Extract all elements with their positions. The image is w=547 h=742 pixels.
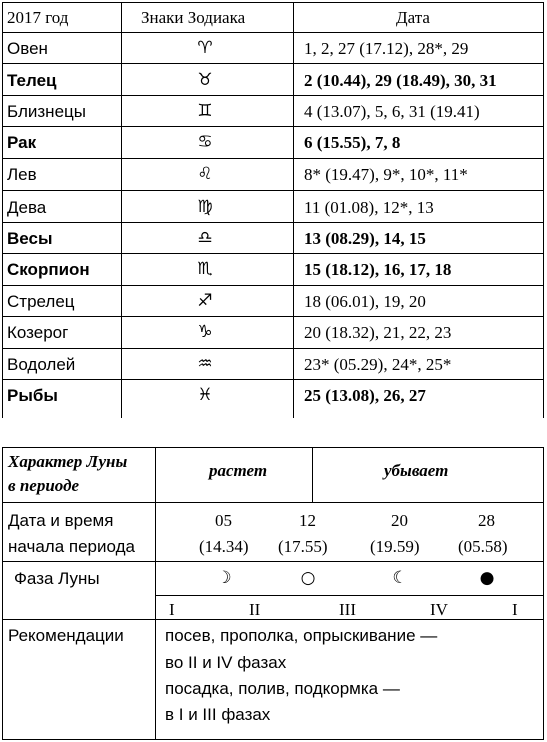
scorpio-icon: ♏ xyxy=(197,259,213,279)
sign-name: Лев xyxy=(7,165,37,184)
phase-numeral: I xyxy=(169,600,175,619)
divider xyxy=(2,561,543,562)
date-label-line2: начала периода xyxy=(8,537,135,556)
cancer-icon: ♋ xyxy=(197,132,213,152)
sign-name: Стрелец xyxy=(7,292,75,311)
sign-name: Овен xyxy=(7,39,48,58)
sign-name: Весы xyxy=(7,229,53,248)
sign-name: Скорпион xyxy=(7,260,90,279)
sign-dates: 1, 2, 27 (17.12), 28*, 29 xyxy=(304,39,469,58)
sign-name: Телец xyxy=(7,71,57,90)
phase-label: Фаза Луны xyxy=(14,569,100,588)
phase-numeral: IV xyxy=(430,600,448,619)
recommendation-line: во II и IV фазах xyxy=(165,653,287,672)
recommendation-line: посев, прополка, опрыскивание — xyxy=(165,626,438,645)
aries-icon: ♈ xyxy=(197,38,213,58)
sign-dates: 18 (06.01), 19, 20 xyxy=(304,292,426,311)
moon-waning: убывает xyxy=(384,461,449,480)
divider xyxy=(155,447,156,740)
sagittarius-icon: ♐ xyxy=(197,291,213,311)
divider xyxy=(2,285,543,286)
divider xyxy=(2,2,3,418)
divider xyxy=(2,447,3,740)
sign-name: Рыбы xyxy=(7,386,58,405)
header-year: 2017 год xyxy=(7,8,69,27)
divider xyxy=(2,253,543,254)
sign-dates: 25 (13.08), 26, 27 xyxy=(304,386,426,405)
sign-name: Козерог xyxy=(7,323,69,342)
divider xyxy=(2,379,543,380)
divider xyxy=(2,502,543,503)
recommendation-line: посадка, полив, подкормка — xyxy=(165,679,400,698)
capricorn-icon: ♑ xyxy=(197,322,213,342)
date-label: Дата и время xyxy=(8,511,114,530)
divider xyxy=(2,190,543,191)
divider xyxy=(2,447,543,448)
sign-dates: 6 (15.55), 7, 8 xyxy=(304,133,401,152)
phase-numeral: III xyxy=(339,600,356,619)
divider xyxy=(155,595,543,596)
new-moon-icon: ● xyxy=(479,568,495,588)
sign-name: Близнецы xyxy=(7,102,86,121)
moon-growing: растет xyxy=(209,461,268,480)
sign-dates: 13 (08.29), 14, 15 xyxy=(304,229,426,248)
pisces-icon: ♓ xyxy=(197,385,213,405)
recommendation-line: в I и III фазах xyxy=(165,705,271,724)
phase-numeral: I xyxy=(512,600,518,619)
period-day: 28 xyxy=(478,511,495,530)
moon-character-label: Характер Луны xyxy=(8,452,128,471)
divider xyxy=(2,95,543,96)
waxing-crescent-icon: ☽ xyxy=(216,568,232,588)
sign-name: Дева xyxy=(7,198,47,217)
divider xyxy=(543,2,544,418)
sign-dates: 11 (01.08), 12*, 13 xyxy=(304,198,434,217)
period-day: 20 xyxy=(391,511,408,530)
divider xyxy=(312,447,313,503)
divider xyxy=(2,348,543,349)
divider xyxy=(2,126,543,127)
divider xyxy=(121,2,122,418)
divider xyxy=(2,739,543,740)
virgo-icon: ♍ xyxy=(197,197,213,217)
sign-dates: 15 (18.12), 16, 17, 18 xyxy=(304,260,452,279)
period-day: 05 xyxy=(215,511,232,530)
libra-icon: ♎ xyxy=(197,228,213,248)
period-day: 12 xyxy=(299,511,316,530)
period-time: (17.55) xyxy=(278,537,328,556)
divider xyxy=(2,2,543,3)
sign-dates: 23* (05.29), 24*, 25* xyxy=(304,355,452,374)
phase-numeral: II xyxy=(249,600,261,619)
divider xyxy=(2,32,543,33)
period-time: (05.58) xyxy=(458,537,508,556)
divider xyxy=(293,2,294,418)
sign-dates: 2 (10.44), 29 (18.49), 30, 31 xyxy=(304,71,497,90)
divider xyxy=(2,316,543,317)
waning-crescent-icon: ☾ xyxy=(392,568,408,588)
leo-icon: ♌ xyxy=(197,164,213,184)
divider xyxy=(2,222,543,223)
gemini-icon: ♊ xyxy=(197,101,213,121)
header-date: Дата xyxy=(396,8,430,27)
moon-character-label-line2: в периоде xyxy=(8,476,80,495)
full-moon-icon: ○ xyxy=(300,568,316,588)
divider xyxy=(2,158,543,159)
recommendations-label: Рекомендации xyxy=(8,626,124,645)
divider xyxy=(2,63,543,64)
divider xyxy=(543,447,544,740)
sign-name: Водолей xyxy=(7,355,76,374)
sign-dates: 20 (18.32), 21, 22, 23 xyxy=(304,323,452,342)
aquarius-icon: ♒ xyxy=(197,354,213,374)
sign-name: Рак xyxy=(7,133,37,152)
divider xyxy=(2,619,543,620)
sign-dates: 4 (13.07), 5, 6, 31 (19.41) xyxy=(304,102,480,121)
sign-dates: 8* (19.47), 9*, 10*, 11* xyxy=(304,165,468,184)
period-time: (14.34) xyxy=(199,537,249,556)
taurus-icon: ♉ xyxy=(197,70,213,90)
header-signs: Знаки Зодиака xyxy=(141,8,246,27)
period-time: (19.59) xyxy=(370,537,420,556)
